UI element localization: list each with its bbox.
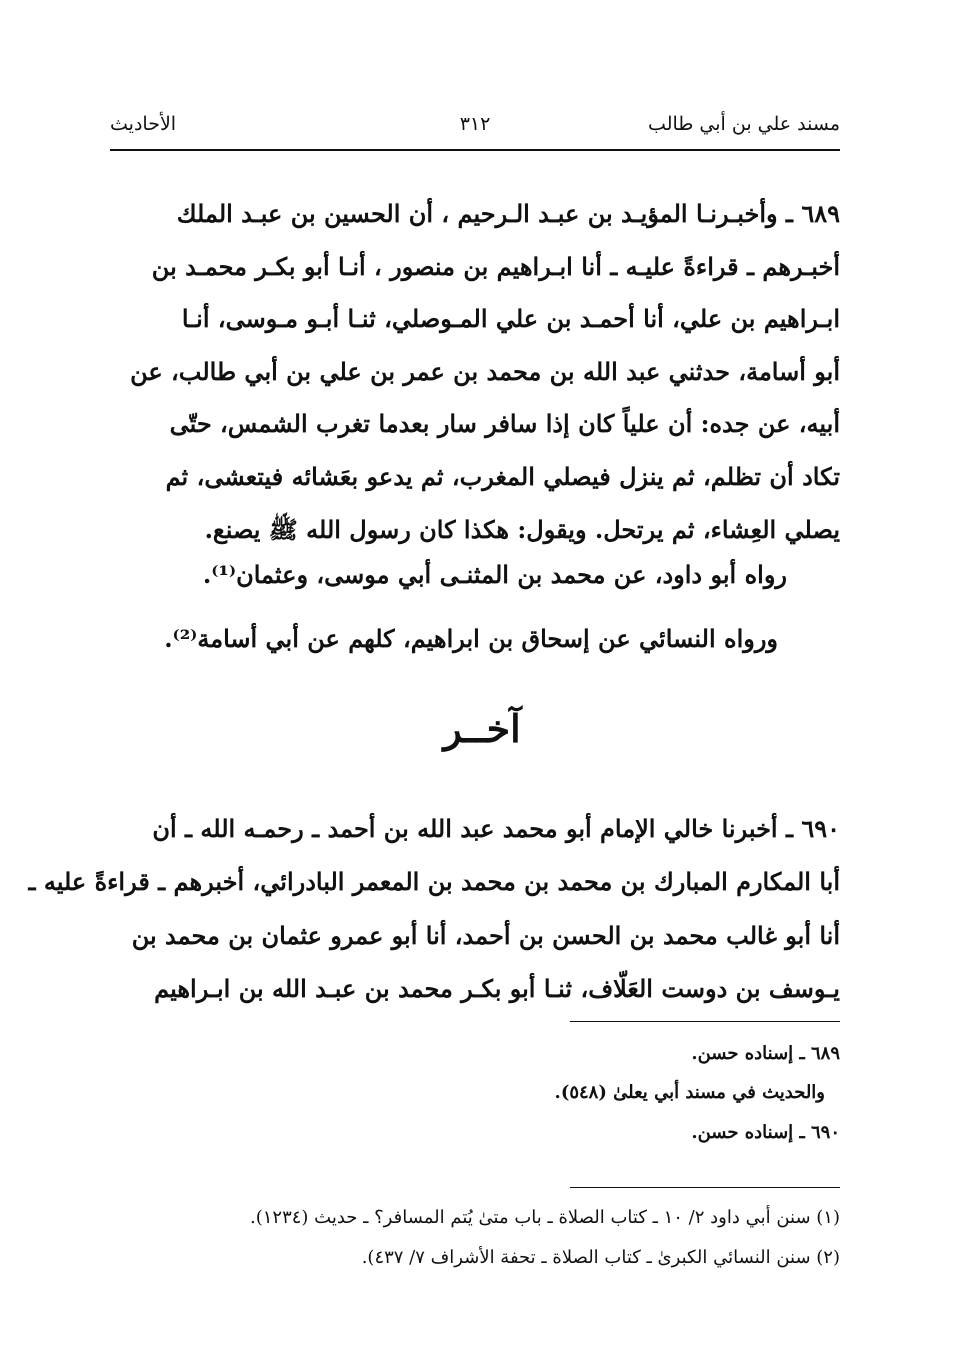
narration-nasai: ورواه النسائي عن إسحاق بن ابراهيم، كلهم عن أبي أسامة⁽²⁾.: [164, 624, 778, 653]
hadith-689-line: يصلي العِشاء، ثم يرتحل. ويقول: هكذا كان رسول الله ﷺ يصنع.: [204, 514, 840, 544]
hadith-689-line: ٦٨٩ ـ وأخبـرنـا المؤيـد بن عبـد الـرحيم ، أن الحسين بن عبـد الملك: [176, 199, 840, 228]
hadith-690-line: ٦٩٠ ـ أخبرنا خالي الإمام أبو محمد عبد الله بن أحمد ـ رحمـه الله ـ أن: [152, 814, 840, 843]
footnote-grading-689-source: والحديث في مسند أبي يعلىٰ (٥٤٨).: [554, 1082, 825, 1103]
section-heading: آخــر: [443, 706, 521, 751]
footnote-ref-2: (٢) سنن النسائي الكبرىٰ ـ كتاب الصلاة ـ تحفة الأشراف ٧/ ٤٣٧).: [361, 1247, 840, 1268]
book-title: مسند علي بن أبي طالب: [648, 113, 840, 135]
page-number: ٣١٢: [459, 113, 491, 135]
hadith-690: [28, 802, 840, 1015]
header-divider: [110, 149, 840, 151]
hadith-689-line: أبو أسامة، حدثني عبد الله بن محمد بن عمر بن علي بن أبي طالب، عن: [130, 356, 840, 386]
footnote-divider: [570, 1187, 840, 1188]
hadith-689-line: أبيه، عن جده: أن علياً كان إذا سافر سار بعدما تغرب الشمس، حتّى: [169, 409, 840, 439]
narration-abu-dawud: رواه أبو داود، عن محمد بن المثنـى أبي موسى، وعثمان⁽¹⁾.: [202, 560, 787, 589]
hadith-689-line: أخبـرهم ـ قراءةً عليـه ـ أنا ابـراهيم بن منصور ، أنـا أبو بكـر محمـد بن: [151, 251, 840, 281]
footnote-grading-689: ٦٨٩ ـ إسناده حسن.: [691, 1043, 840, 1064]
hadith-690-line: أنا أبو غالب محمد بن الحسن بن أحمد، أنا أبو عمرو عثمان بن محمد بن: [131, 920, 840, 950]
footnote-divider: [570, 1021, 840, 1022]
footnote-ref-1: (١) سنن أبي داود ٢/ ١٠ ـ كتاب الصلاة ـ باب متىٰ يُتم المسافر؟ ـ حديث (١٢٣٤).: [249, 1207, 840, 1228]
hadith-690-line: أبا المكارم المبارك بن محمد بن محمد بن المعمر البادرائي، أخبرهم ـ قراءةً عليه ـ: [28, 867, 840, 897]
hadith-690-line: يـوسف بن دوست العَلّاف، ثنـا أبو بكـر محمد بن عبـد الله بن ابـراهيم: [154, 973, 840, 1003]
footnote-grading-690: ٦٩٠ ـ إسناده حسن.: [691, 1122, 840, 1143]
hadith-689: [110, 188, 840, 556]
section-label: الأحاديث: [110, 113, 177, 135]
hadith-689-line: ابـراهيم بن علي، أنا أحمـد بن علي المـوصلي، ثنـا أبـو مـوسى، أنـا: [181, 304, 840, 334]
page-header: [110, 113, 840, 145]
hadith-689-line: تكاد أن تظلم، ثم ينزل فيصلي المغرب، ثم يدعو بعَشائه فيتعشى، ثم: [165, 461, 840, 491]
